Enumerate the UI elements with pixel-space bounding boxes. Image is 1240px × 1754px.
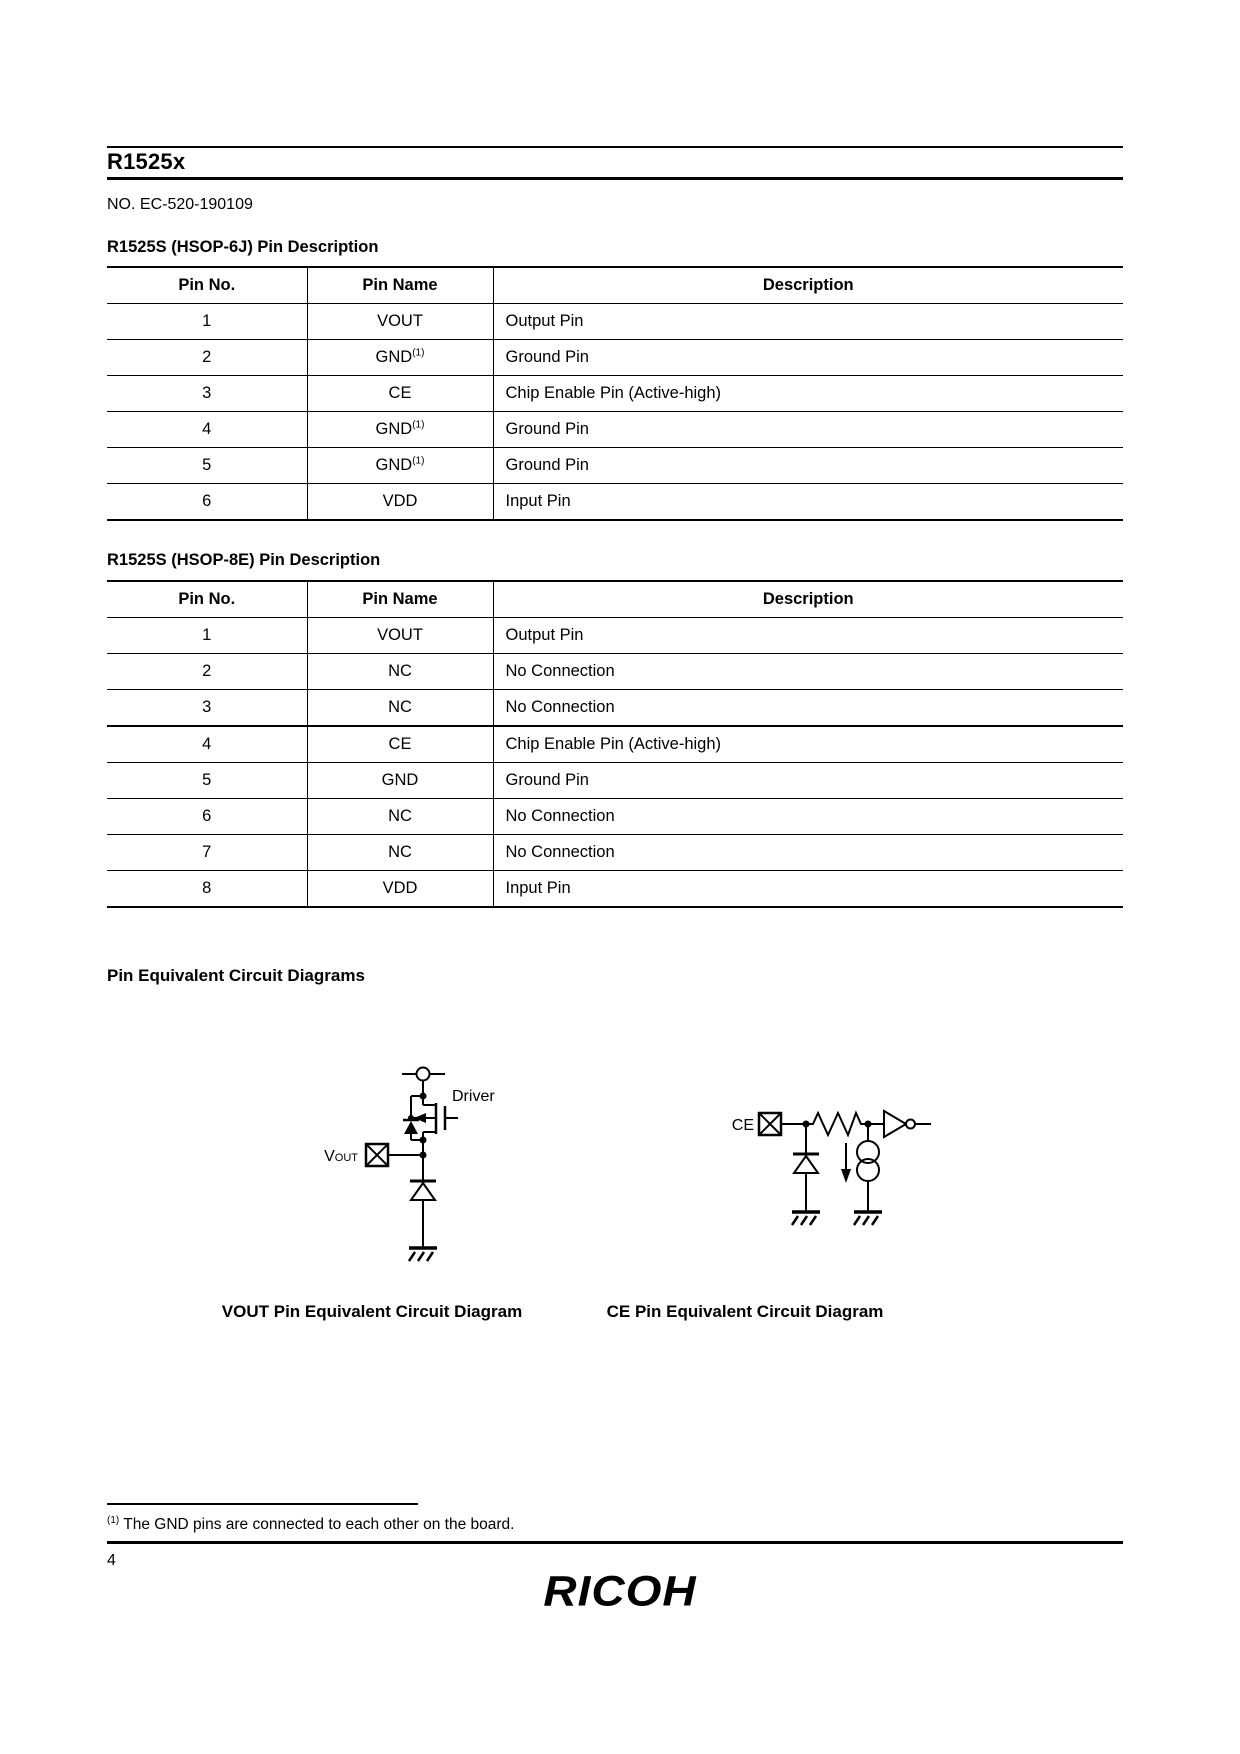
resistor-icon xyxy=(806,1113,868,1135)
ce-diagram-caption: CE Pin Equivalent Circuit Diagram xyxy=(606,1302,884,1321)
ricoh-logo: RICOH xyxy=(543,1566,697,1615)
table1-title: R1525S (HSOP-6J) Pin Description xyxy=(107,238,379,256)
pmos-transistor-icon xyxy=(411,1096,458,1140)
pin-name-cell xyxy=(307,376,493,412)
ground-symbol-icon xyxy=(409,1248,437,1261)
pin-no-cell: 8 xyxy=(107,871,307,908)
table-row xyxy=(107,871,1123,908)
ce-pad-icon xyxy=(759,1113,781,1135)
pin-no-cell: 4 xyxy=(107,412,307,448)
pin-name-cell xyxy=(307,304,493,340)
pin-name-cell xyxy=(307,690,493,727)
pin-name-cell xyxy=(307,726,493,763)
pin-table-hsop8e xyxy=(107,580,1123,908)
pin-desc-cell: No Connection xyxy=(493,835,1123,871)
bulk-arrow-icon xyxy=(414,1113,426,1123)
pin-name-text: GND xyxy=(381,771,419,789)
ce-pad-label: CE xyxy=(731,1117,754,1134)
table-row xyxy=(107,763,1123,799)
table-row xyxy=(107,448,1123,484)
footnote-text: The GND pins are connected to each other on the board. xyxy=(123,1516,515,1533)
pin-no-cell: 5 xyxy=(107,763,307,799)
pin-table-hsop6j xyxy=(107,266,1123,521)
pin-desc-cell: Ground Pin xyxy=(493,340,1123,376)
col-header-description: Description xyxy=(493,267,1123,304)
pin-equivalent-circuit-diagrams xyxy=(280,1048,940,1276)
col-header-pin-name: Pin Name xyxy=(307,267,493,304)
pin-name-text: VDD xyxy=(382,492,418,510)
pin-no-cell: 1 xyxy=(107,304,307,340)
supply-terminal-icon xyxy=(402,1068,445,1081)
pin-name-text: VDD xyxy=(382,879,418,897)
vout-circuit-diagram xyxy=(324,1068,495,1262)
pin-desc-cell: Chip Enable Pin (Active-high) xyxy=(493,726,1123,763)
pin-desc-cell: Input Pin xyxy=(493,871,1123,908)
table-header-row xyxy=(107,581,1123,618)
col-header-pin-no: Pin No. xyxy=(107,581,307,618)
pin-name-text: GND xyxy=(375,348,413,366)
pin-name-text: VOUT xyxy=(377,312,423,330)
table-row xyxy=(107,376,1123,412)
pin-name-text: NC xyxy=(388,807,412,825)
document-number: NO. EC-520-190109 xyxy=(107,196,253,213)
col-header-pin-name: Pin Name xyxy=(307,581,493,618)
pin-desc-cell: Chip Enable Pin (Active-high) xyxy=(493,376,1123,412)
pin-no-cell: 2 xyxy=(107,654,307,690)
pin-no-cell: 3 xyxy=(107,690,307,727)
pin-name-cell xyxy=(307,871,493,908)
pin-no-cell: 6 xyxy=(107,799,307,835)
table-header-row xyxy=(107,267,1123,304)
page-title: R1525x xyxy=(107,149,186,174)
section-title-pin-equivalent-circuits: Pin Equivalent Circuit Diagrams xyxy=(107,966,365,985)
vout-diagram-caption: VOUT Pin Equivalent Circuit Diagram xyxy=(221,1302,523,1321)
pin-name-text: CE xyxy=(388,384,412,402)
table-row xyxy=(107,340,1123,376)
header-rule-top xyxy=(107,146,1123,148)
pin-desc-cell: No Connection xyxy=(493,654,1123,690)
table-row xyxy=(107,304,1123,340)
pin-name-text: VOUT xyxy=(377,626,423,644)
pin-name-text: NC xyxy=(388,662,412,680)
pin-desc-cell: Ground Pin xyxy=(493,412,1123,448)
vout-pad-label: VOUT xyxy=(324,1148,358,1165)
table-row xyxy=(107,726,1123,763)
table-row xyxy=(107,799,1123,835)
pin-desc-cell: Ground Pin xyxy=(493,448,1123,484)
pin-no-cell: 4 xyxy=(107,726,307,763)
pin-name-text: GND xyxy=(375,456,413,474)
ground-symbol-icon xyxy=(854,1212,882,1225)
table-row xyxy=(107,412,1123,448)
pin-no-cell: 6 xyxy=(107,484,307,521)
pin-name-cell xyxy=(307,618,493,654)
vout-pad-icon xyxy=(366,1144,388,1166)
footnote-separator-rule xyxy=(107,1503,418,1505)
col-header-pin-no: Pin No. xyxy=(107,267,307,304)
inverter-icon xyxy=(884,1111,931,1137)
pin-desc-cell: Ground Pin xyxy=(493,763,1123,799)
ce-circuit-diagram xyxy=(732,1111,931,1225)
pin-name-cell xyxy=(307,654,493,690)
pin-no-cell: 7 xyxy=(107,835,307,871)
pin-desc-cell: No Connection xyxy=(493,690,1123,727)
pin-name-cell xyxy=(307,799,493,835)
table-row xyxy=(107,835,1123,871)
footnote-ref: (1) xyxy=(412,419,425,431)
footnote xyxy=(107,1516,514,1534)
table-row xyxy=(107,484,1123,521)
pin-name-cell xyxy=(307,484,493,521)
table-row xyxy=(107,618,1123,654)
pin-name-cell xyxy=(307,340,493,376)
pin-name-cell xyxy=(307,763,493,799)
pin-no-cell: 2 xyxy=(107,340,307,376)
current-arrow-icon xyxy=(841,1143,851,1183)
pin-name-text: CE xyxy=(388,735,412,753)
protection-diode-icon xyxy=(793,1154,819,1173)
driver-label: Driver xyxy=(452,1088,495,1105)
footnote-marker: (1) xyxy=(107,1514,120,1526)
current-source-icon xyxy=(857,1141,879,1181)
pin-name-text: GND xyxy=(375,420,413,438)
pin-no-cell: 1 xyxy=(107,618,307,654)
header-rule-bottom xyxy=(107,177,1123,180)
ground-symbol-icon xyxy=(792,1212,820,1225)
footnote-ref: (1) xyxy=(412,347,425,359)
table-row xyxy=(107,690,1123,727)
col-header-description: Description xyxy=(493,581,1123,618)
footnote-ref: (1) xyxy=(412,455,425,467)
pin-no-cell: 3 xyxy=(107,376,307,412)
pin-name-cell xyxy=(307,448,493,484)
table-row xyxy=(107,654,1123,690)
pin-desc-cell: Output Pin xyxy=(493,304,1123,340)
pin-desc-cell: Input Pin xyxy=(493,484,1123,521)
pin-name-text: NC xyxy=(388,698,412,716)
pin-name-cell xyxy=(307,835,493,871)
pin-name-text: NC xyxy=(388,843,412,861)
table2-title: R1525S (HSOP-8E) Pin Description xyxy=(107,551,381,569)
pin-desc-cell: Output Pin xyxy=(493,618,1123,654)
pin-name-cell xyxy=(307,412,493,448)
page-bottom-rule xyxy=(107,1541,1123,1544)
pin-desc-cell: No Connection xyxy=(493,799,1123,835)
pin-no-cell: 5 xyxy=(107,448,307,484)
page-number: 4 xyxy=(107,1552,116,1569)
esd-diode-icon xyxy=(410,1181,436,1200)
